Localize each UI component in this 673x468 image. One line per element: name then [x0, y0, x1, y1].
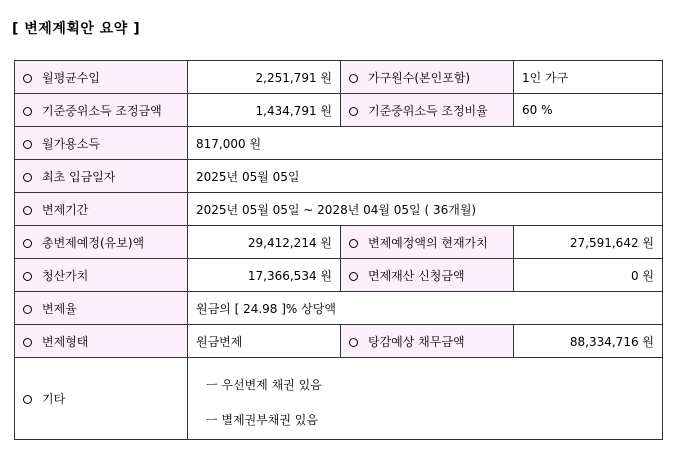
row-value: 1인 가구 [514, 61, 663, 94]
row-label: 월가용소득 [15, 127, 188, 160]
circle-bullet-icon [23, 272, 32, 281]
circle-bullet-icon [23, 74, 32, 83]
row-label: 최초 입금일자 [15, 160, 188, 193]
row-label: 탕감예상 채무금액 [341, 325, 514, 358]
row-label: 총변제예정(유보)액 [15, 226, 188, 259]
table-row [15, 259, 663, 292]
table-row [15, 292, 663, 325]
circle-bullet-icon [23, 107, 32, 116]
row-value: 27,591,642 원 [514, 226, 663, 259]
row-value: 원금의 [ 24.98 ]% 상당액 [188, 292, 663, 325]
row-label: 변제율 [15, 292, 188, 325]
row-value: 원금변제 [188, 325, 341, 358]
row-value: 17,366,534 원 [188, 259, 341, 292]
table-row [15, 325, 663, 358]
circle-bullet-icon [23, 305, 32, 314]
row-value: 2025년 05월 05일 ~ 2028년 04월 05일 ( 36개월) [188, 193, 663, 226]
row-value: 29,412,214 원 [188, 226, 341, 259]
row-label: 기준중위소득 조정금액 [15, 94, 188, 127]
circle-bullet-icon [349, 338, 358, 347]
table-row [15, 193, 663, 226]
circle-bullet-icon [23, 206, 32, 215]
circle-bullet-icon [23, 239, 32, 248]
circle-bullet-icon [349, 272, 358, 281]
circle-bullet-icon [349, 239, 358, 248]
row-label: 월평균수입 [15, 61, 188, 94]
table-row [15, 358, 663, 440]
row-value [188, 358, 663, 440]
row-label: 변제예정액의 현재가치 [341, 226, 514, 259]
row-label: 기준중위소득 조정비율 [341, 94, 514, 127]
table-row [15, 127, 663, 160]
row-value: 88,334,716 원 [514, 325, 663, 358]
row-value: 2025년 05월 05일 [188, 160, 663, 193]
table-row [15, 94, 663, 127]
row-value: 817,000 원 [188, 127, 663, 160]
circle-bullet-icon [23, 173, 32, 182]
circle-bullet-icon [349, 74, 358, 83]
circle-bullet-icon [23, 338, 32, 347]
row-label: 가구원수(본인포함) [341, 61, 514, 94]
circle-bullet-icon [23, 140, 32, 149]
row-value: 60 % [514, 94, 663, 127]
row-value: 2,251,791 원 [188, 61, 341, 94]
circle-bullet-icon [349, 107, 358, 116]
summary-table [14, 60, 663, 440]
row-label: 청산가치 [15, 259, 188, 292]
row-value: 0 원 [514, 259, 663, 292]
row-label: 면제재산 신청금액 [341, 259, 514, 292]
row-label: 변제기간 [15, 193, 188, 226]
row-label: 변제형태 [15, 325, 188, 358]
note-line: ㅡ 별제권부채권 있음 [206, 412, 318, 427]
circle-bullet-icon [23, 395, 32, 404]
table-row [15, 226, 663, 259]
page-title: [ 변제계획안 요약 ] [12, 21, 141, 37]
table-row [15, 61, 663, 94]
note-line: ㅡ 우선변제 채권 있음 [206, 377, 322, 392]
row-value: 1,434,791 원 [188, 94, 341, 127]
row-label: 기타 [15, 358, 188, 440]
table-row [15, 160, 663, 193]
